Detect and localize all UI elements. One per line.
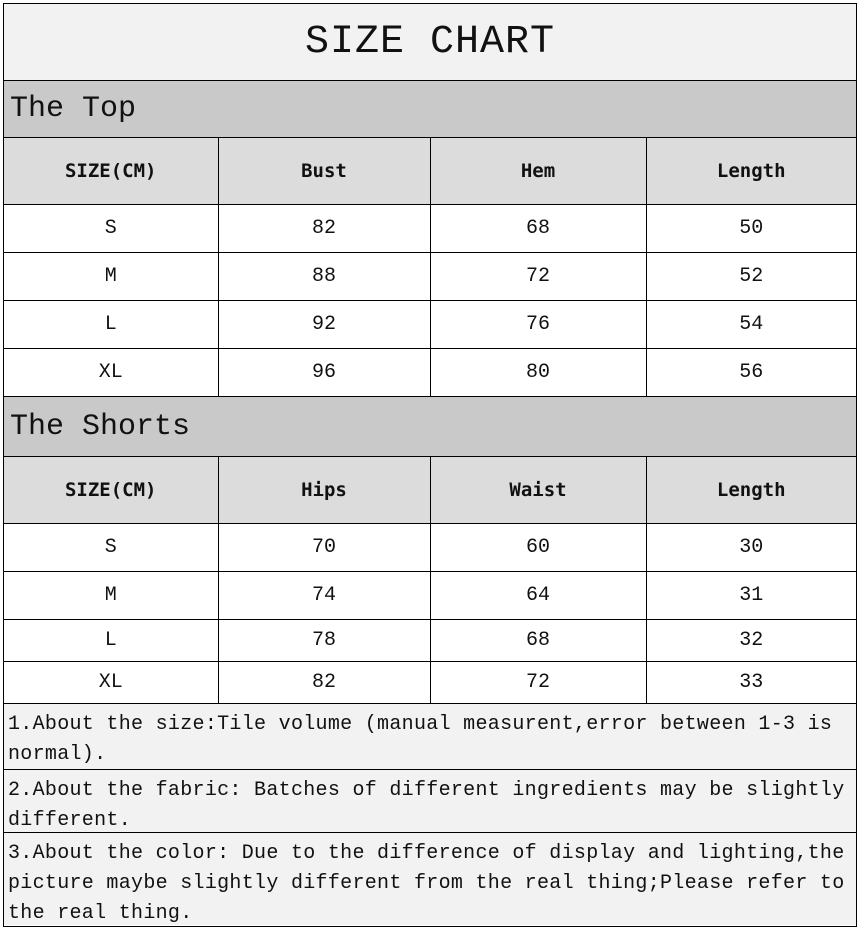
table-cell: 82 <box>218 205 430 253</box>
table-cell: 82 <box>218 662 430 704</box>
section-heading-shorts: The Shorts <box>4 397 856 457</box>
table-row <box>4 301 856 349</box>
section-heading-top: The Top <box>4 81 856 138</box>
table-cell: 88 <box>218 253 430 301</box>
table-cell: 74 <box>218 572 430 620</box>
table-row <box>4 349 856 397</box>
table-row <box>4 524 856 572</box>
table-cell: 56 <box>646 349 856 397</box>
table-row <box>4 620 856 662</box>
table-row <box>4 205 856 253</box>
table-cell: 50 <box>646 205 856 253</box>
column-header: Length <box>646 457 856 524</box>
table-cell: 54 <box>646 301 856 349</box>
table-cell: 31 <box>646 572 856 620</box>
column-header: SIZE(CM) <box>4 457 218 524</box>
table-cell: 33 <box>646 662 856 704</box>
table-cell: XL <box>4 662 218 704</box>
table-cell: 96 <box>218 349 430 397</box>
table-cell: XL <box>4 349 218 397</box>
table-row <box>4 662 856 704</box>
table-cell: S <box>4 524 218 572</box>
table-cell: 32 <box>646 620 856 662</box>
table-row <box>4 572 856 620</box>
table-cell: 68 <box>430 205 646 253</box>
column-header: SIZE(CM) <box>4 138 218 205</box>
table-cell: 68 <box>430 620 646 662</box>
top-size-table <box>4 138 856 397</box>
table-cell: 72 <box>430 253 646 301</box>
note-size: 1.About the size:Tile volume (manual measurent,error between 1-3 is normal). <box>4 704 856 770</box>
table-header-row <box>4 138 856 205</box>
table-cell: 64 <box>430 572 646 620</box>
table-cell: L <box>4 620 218 662</box>
table-cell: 80 <box>430 349 646 397</box>
column-header: Bust <box>218 138 430 205</box>
table-row <box>4 253 856 301</box>
table-cell: M <box>4 572 218 620</box>
table-cell: 72 <box>430 662 646 704</box>
page-title: SIZE CHART <box>4 4 856 81</box>
table-header-row <box>4 457 856 524</box>
table-cell: 60 <box>430 524 646 572</box>
table-cell: 30 <box>646 524 856 572</box>
note-fabric: 2.About the fabric: Batches of different ingredients may be slightly different. <box>4 770 856 833</box>
table-cell: S <box>4 205 218 253</box>
size-chart <box>3 3 857 927</box>
column-header: Hem <box>430 138 646 205</box>
table-cell: 78 <box>218 620 430 662</box>
table-cell: M <box>4 253 218 301</box>
column-header: Hips <box>218 457 430 524</box>
column-header: Length <box>646 138 856 205</box>
table-cell: 52 <box>646 253 856 301</box>
table-cell: L <box>4 301 218 349</box>
table-cell: 92 <box>218 301 430 349</box>
shorts-size-table <box>4 457 856 704</box>
table-cell: 70 <box>218 524 430 572</box>
column-header: Waist <box>430 457 646 524</box>
table-cell: 76 <box>430 301 646 349</box>
note-color: 3.About the color: Due to the difference of display and lighting,the picture maybe slightly different from the real thing;Please refer to the real thing. <box>4 833 856 925</box>
